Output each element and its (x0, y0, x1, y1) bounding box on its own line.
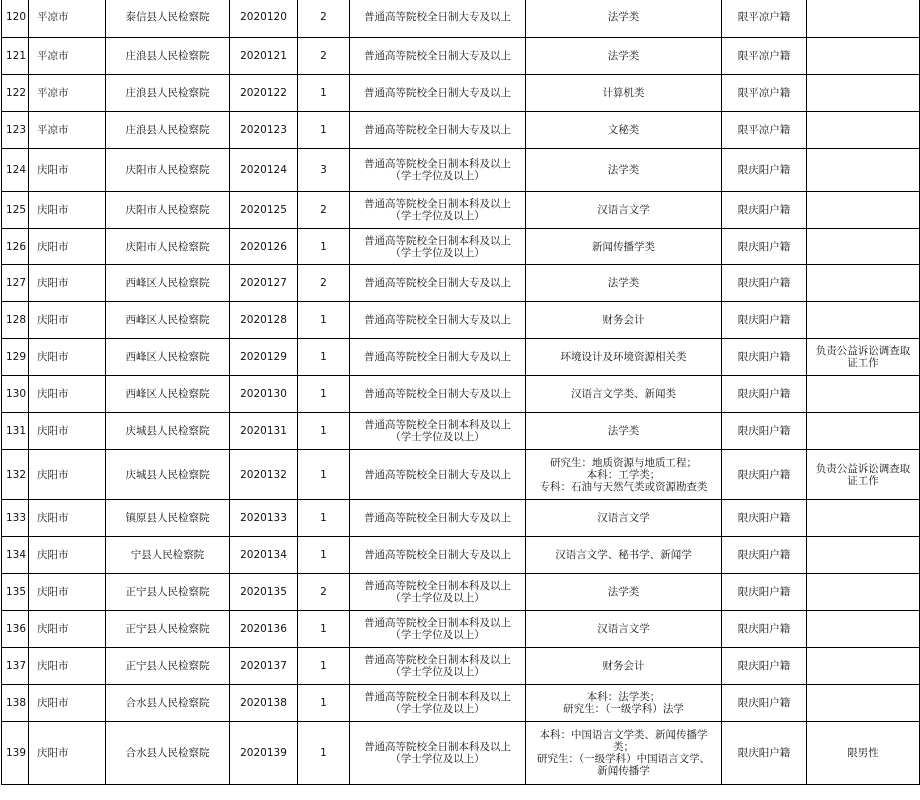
unit-cell: 庆城县人民检察院 (106, 413, 230, 450)
headcount-cell: 1 (298, 339, 350, 376)
education-cell: 普通高等院校全日制大专及以上 (350, 75, 526, 112)
unit-cell: 西峰区人民检察院 (106, 376, 230, 413)
note-cell (807, 149, 920, 192)
note-cell (807, 537, 920, 574)
unit-cell: 庆阳市人民检察院 (106, 229, 230, 265)
table-row (2, 648, 920, 685)
city-cell: 庆阳市 (29, 229, 106, 265)
education-cell: 普通高等院校全日制本科及以上 （学士学位及以上） (350, 192, 526, 229)
row-number: 130 (2, 376, 29, 413)
row-number: 138 (2, 685, 29, 722)
headcount-cell: 1 (298, 648, 350, 685)
table-row (2, 450, 920, 500)
unit-cell: 合水县人民检察院 (106, 722, 230, 785)
row-number: 134 (2, 537, 29, 574)
row-number: 121 (2, 38, 29, 75)
unit-cell: 合水县人民检察院 (106, 685, 230, 722)
household-cell: 限庆阳户籍 (722, 413, 807, 450)
position-code-cell: 2020124 (230, 149, 298, 192)
position-code-cell: 2020122 (230, 75, 298, 112)
position-code-cell: 2020139 (230, 722, 298, 785)
headcount-cell: 1 (298, 450, 350, 500)
education-cell: 普通高等院校全日制本科及以上 （学士学位及以上） (350, 648, 526, 685)
position-code-cell: 2020131 (230, 413, 298, 450)
headcount-cell: 1 (298, 112, 350, 149)
education-cell: 普通高等院校全日制本科及以上 （学士学位及以上） (350, 574, 526, 611)
city-cell: 庆阳市 (29, 685, 106, 722)
table-row (2, 0, 920, 38)
household-cell: 限庆阳户籍 (722, 450, 807, 500)
position-code-cell: 2020123 (230, 112, 298, 149)
major-cell: 文秘类 (526, 112, 722, 149)
table-row (2, 339, 920, 376)
headcount-cell: 2 (298, 265, 350, 302)
note-cell (807, 302, 920, 339)
household-cell: 限庆阳户籍 (722, 149, 807, 192)
household-cell: 限庆阳户籍 (722, 265, 807, 302)
major-cell: 汉语言文学 (526, 192, 722, 229)
headcount-cell: 1 (298, 302, 350, 339)
education-cell: 普通高等院校全日制大专及以上 (350, 537, 526, 574)
headcount-cell: 1 (298, 413, 350, 450)
table-row (2, 500, 920, 537)
major-cell: 汉语言文学、秘书学、新闻学 (526, 537, 722, 574)
table-row (2, 112, 920, 149)
education-cell: 普通高等院校全日制大专及以上 (350, 112, 526, 149)
education-cell: 普通高等院校全日制本科及以上 （学士学位及以上） (350, 413, 526, 450)
note-cell (807, 500, 920, 537)
position-code-cell: 2020128 (230, 302, 298, 339)
table-row (2, 722, 920, 785)
household-cell: 限庆阳户籍 (722, 302, 807, 339)
row-number: 137 (2, 648, 29, 685)
row-number: 135 (2, 574, 29, 611)
unit-cell: 庆阳市人民检察院 (106, 192, 230, 229)
row-number: 127 (2, 265, 29, 302)
note-cell (807, 192, 920, 229)
city-cell: 庆阳市 (29, 302, 106, 339)
unit-cell: 宁县人民检察院 (106, 537, 230, 574)
headcount-cell: 1 (298, 376, 350, 413)
education-cell: 普通高等院校全日制大专及以上 (350, 38, 526, 75)
education-cell: 普通高等院校全日制大专及以上 (350, 265, 526, 302)
city-cell: 平凉市 (29, 38, 106, 75)
position-code-cell: 2020138 (230, 685, 298, 722)
major-cell: 法学类 (526, 0, 722, 38)
household-cell: 限庆阳户籍 (722, 376, 807, 413)
table-row (2, 537, 920, 574)
major-cell: 财务会计 (526, 648, 722, 685)
table-row (2, 192, 920, 229)
city-cell: 庆阳市 (29, 265, 106, 302)
position-code-cell: 2020125 (230, 192, 298, 229)
major-cell: 汉语言文学 (526, 611, 722, 648)
table-row (2, 149, 920, 192)
education-cell: 普通高等院校全日制本科及以上 （学士学位及以上） (350, 722, 526, 785)
city-cell: 庆阳市 (29, 574, 106, 611)
headcount-cell: 2 (298, 574, 350, 611)
position-code-cell: 2020134 (230, 537, 298, 574)
unit-cell: 正宁县人民检察院 (106, 611, 230, 648)
position-code-cell: 2020133 (230, 500, 298, 537)
table-row (2, 413, 920, 450)
row-number: 128 (2, 302, 29, 339)
position-code-cell: 2020130 (230, 376, 298, 413)
table-row (2, 376, 920, 413)
position-code-cell: 2020120 (230, 0, 298, 38)
unit-cell: 正宁县人民检察院 (106, 574, 230, 611)
headcount-cell: 1 (298, 722, 350, 785)
major-cell: 汉语言文学类、新闻类 (526, 376, 722, 413)
household-cell: 限平凉户籍 (722, 0, 807, 38)
table-row (2, 38, 920, 75)
unit-cell: 庄浪县人民检察院 (106, 112, 230, 149)
household-cell: 限庆阳户籍 (722, 339, 807, 376)
household-cell: 限平凉户籍 (722, 38, 807, 75)
headcount-cell: 2 (298, 38, 350, 75)
headcount-cell: 1 (298, 537, 350, 574)
education-cell: 普通高等院校全日制本科及以上 （学士学位及以上） (350, 149, 526, 192)
major-cell: 环境设计及环境资源相关类 (526, 339, 722, 376)
row-number: 133 (2, 500, 29, 537)
city-cell: 庆阳市 (29, 537, 106, 574)
major-cell: 法学类 (526, 38, 722, 75)
note-cell (807, 75, 920, 112)
household-cell: 限庆阳户籍 (722, 648, 807, 685)
table-row (2, 302, 920, 339)
note-cell: 负责公益诉讼调查取 证工作 (807, 450, 920, 500)
unit-cell: 庄浪县人民检察院 (106, 38, 230, 75)
household-cell: 限庆阳户籍 (722, 192, 807, 229)
row-number: 120 (2, 0, 29, 38)
major-cell: 本科：中国语言文学类、新闻传播学 类； 研究生：（一级学科）中国语言文学、 新闻传播学 (526, 722, 722, 785)
row-number: 131 (2, 413, 29, 450)
household-cell: 限庆阳户籍 (722, 500, 807, 537)
row-number: 123 (2, 112, 29, 149)
unit-cell: 镇原县人民检察院 (106, 500, 230, 537)
row-number: 126 (2, 229, 29, 265)
note-cell: 限男性 (807, 722, 920, 785)
city-cell: 庆阳市 (29, 500, 106, 537)
note-cell (807, 265, 920, 302)
table-row (2, 685, 920, 722)
unit-cell: 泰信县人民检察院 (106, 0, 230, 38)
major-cell: 计算机类 (526, 75, 722, 112)
position-code-cell: 2020136 (230, 611, 298, 648)
note-cell (807, 112, 920, 149)
row-number: 136 (2, 611, 29, 648)
table-row (2, 265, 920, 302)
headcount-cell: 1 (298, 229, 350, 265)
headcount-cell: 2 (298, 0, 350, 38)
position-code-cell: 2020132 (230, 450, 298, 500)
city-cell: 平凉市 (29, 112, 106, 149)
note-cell (807, 0, 920, 38)
city-cell: 庆阳市 (29, 192, 106, 229)
unit-cell: 西峰区人民检察院 (106, 339, 230, 376)
city-cell: 庆阳市 (29, 722, 106, 785)
city-cell: 平凉市 (29, 0, 106, 38)
headcount-cell: 1 (298, 611, 350, 648)
household-cell: 限庆阳户籍 (722, 611, 807, 648)
city-cell: 庆阳市 (29, 149, 106, 192)
row-number: 132 (2, 450, 29, 500)
note-cell (807, 413, 920, 450)
household-cell: 限庆阳户籍 (722, 574, 807, 611)
city-cell: 庆阳市 (29, 648, 106, 685)
education-cell: 普通高等院校全日制本科及以上 （学士学位及以上） (350, 229, 526, 265)
table-row (2, 75, 920, 112)
note-cell (807, 376, 920, 413)
major-cell: 法学类 (526, 413, 722, 450)
city-cell: 庆阳市 (29, 450, 106, 500)
major-cell: 研究生：地质资源与地质工程； 本科：工学类； 专科：石油与天然气类或资源勘查类 (526, 450, 722, 500)
row-number: 129 (2, 339, 29, 376)
note-cell (807, 648, 920, 685)
education-cell: 普通高等院校全日制大专及以上 (350, 376, 526, 413)
row-number: 122 (2, 75, 29, 112)
headcount-cell: 2 (298, 192, 350, 229)
note-cell: 负责公益诉讼调查取 证工作 (807, 339, 920, 376)
education-cell: 普通高等院校全日制大专及以上 (350, 450, 526, 500)
row-number: 139 (2, 722, 29, 785)
household-cell: 限庆阳户籍 (722, 229, 807, 265)
unit-cell: 西峰区人民检察院 (106, 302, 230, 339)
unit-cell: 庄浪县人民检察院 (106, 75, 230, 112)
table-row (2, 611, 920, 648)
major-cell: 法学类 (526, 574, 722, 611)
row-number: 125 (2, 192, 29, 229)
city-cell: 平凉市 (29, 75, 106, 112)
city-cell: 庆阳市 (29, 376, 106, 413)
education-cell: 普通高等院校全日制本科及以上 （学士学位及以上） (350, 685, 526, 722)
household-cell: 限庆阳户籍 (722, 722, 807, 785)
position-code-cell: 2020126 (230, 229, 298, 265)
table-body (2, 0, 920, 785)
table-row (2, 574, 920, 611)
major-cell: 财务会计 (526, 302, 722, 339)
position-code-cell: 2020129 (230, 339, 298, 376)
headcount-cell: 1 (298, 500, 350, 537)
education-cell: 普通高等院校全日制本科及以上 （学士学位及以上） (350, 611, 526, 648)
note-cell (807, 685, 920, 722)
recruitment-table (1, 0, 920, 785)
city-cell: 庆阳市 (29, 611, 106, 648)
city-cell: 庆阳市 (29, 413, 106, 450)
major-cell: 法学类 (526, 265, 722, 302)
education-cell: 普通高等院校全日制大专及以上 (350, 339, 526, 376)
table-row (2, 229, 920, 265)
unit-cell: 庆城县人民检察院 (106, 450, 230, 500)
position-code-cell: 2020127 (230, 265, 298, 302)
education-cell: 普通高等院校全日制大专及以上 (350, 302, 526, 339)
major-cell: 本科：法学类； 研究生：（一级学科）法学 (526, 685, 722, 722)
row-number: 124 (2, 149, 29, 192)
major-cell: 新闻传播学类 (526, 229, 722, 265)
headcount-cell: 3 (298, 149, 350, 192)
household-cell: 限庆阳户籍 (722, 537, 807, 574)
position-code-cell: 2020121 (230, 38, 298, 75)
city-cell: 庆阳市 (29, 339, 106, 376)
household-cell: 限平凉户籍 (722, 112, 807, 149)
unit-cell: 正宁县人民检察院 (106, 648, 230, 685)
unit-cell: 西峰区人民检察院 (106, 265, 230, 302)
position-code-cell: 2020135 (230, 574, 298, 611)
household-cell: 限庆阳户籍 (722, 685, 807, 722)
headcount-cell: 1 (298, 685, 350, 722)
note-cell (807, 574, 920, 611)
unit-cell: 庆阳市人民检察院 (106, 149, 230, 192)
education-cell: 普通高等院校全日制大专及以上 (350, 500, 526, 537)
education-cell: 普通高等院校全日制大专及以上 (350, 0, 526, 38)
position-code-cell: 2020137 (230, 648, 298, 685)
household-cell: 限平凉户籍 (722, 75, 807, 112)
note-cell (807, 229, 920, 265)
note-cell (807, 611, 920, 648)
headcount-cell: 1 (298, 75, 350, 112)
major-cell: 汉语言文学 (526, 500, 722, 537)
note-cell (807, 38, 920, 75)
major-cell: 法学类 (526, 149, 722, 192)
